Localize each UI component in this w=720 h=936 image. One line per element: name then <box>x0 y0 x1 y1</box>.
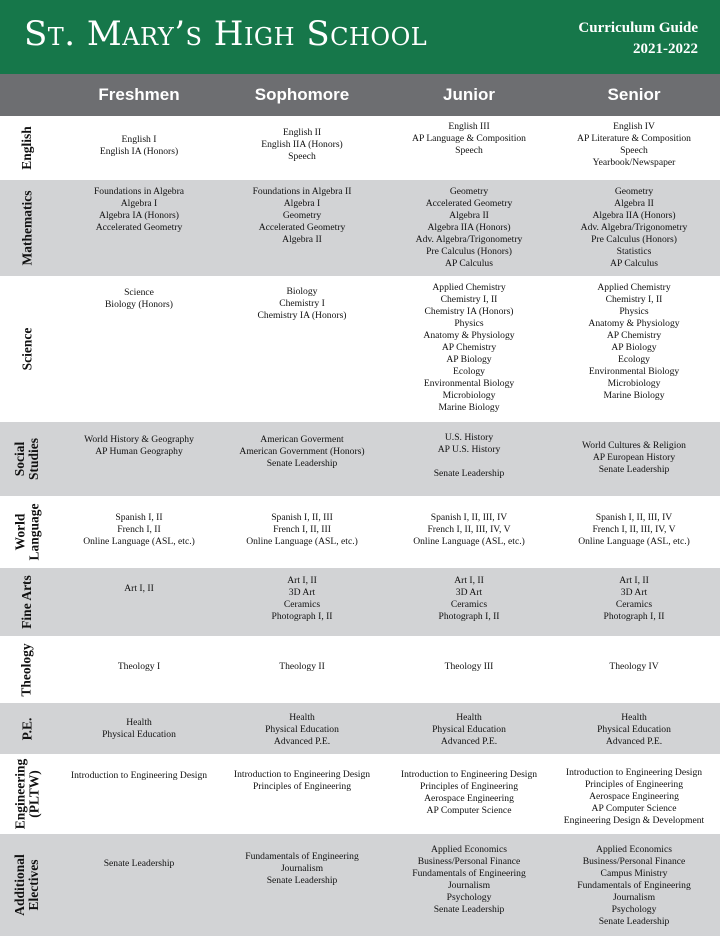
course-item: Accelerated Geometry <box>425 198 513 209</box>
course-item: World Cultures & Religion <box>582 440 686 451</box>
course-item: Senate Leadership <box>266 458 338 469</box>
course-item: 3D Art <box>455 587 483 598</box>
course-item: Health <box>456 712 482 723</box>
course-item: Adv. Algebra/Trigonometry <box>580 222 688 233</box>
course-item: Senate Leadership <box>266 875 338 886</box>
subject-label-text: English <box>19 126 34 170</box>
course-cell-freshmen <box>54 434 224 458</box>
course-item: Photograph I, II <box>271 611 333 622</box>
course-item: Foundations in Algebra II <box>252 186 352 197</box>
course-item: Spanish I, II, III, IV <box>595 512 673 523</box>
course-cell-freshmen <box>54 186 224 234</box>
course-cell-sophomore <box>219 769 385 793</box>
course-item: World History & Geography <box>84 434 194 445</box>
course-item: Pre Calculus (Honors) <box>426 246 512 257</box>
course-cell-junior <box>385 186 553 270</box>
course-item: AP Human Geography <box>95 446 183 457</box>
course-item: English I <box>121 134 157 145</box>
course-item: Introduction to Engineering Design <box>70 770 208 781</box>
course-item: Ceramics <box>615 599 653 610</box>
course-item: Physical Education <box>432 724 506 735</box>
course-item: Art I, II <box>287 575 317 586</box>
course-item: Journalism <box>612 892 656 903</box>
course-cell-junior <box>385 432 553 480</box>
course-item: Algebra II <box>614 198 654 209</box>
course-cell-senior <box>550 186 718 270</box>
course-item: Chemistry IA (Honors) <box>424 306 514 317</box>
subject-row <box>0 496 720 568</box>
course-item: French I, II, III, IV, V <box>427 524 511 535</box>
course-item: AP Calculus <box>445 258 493 269</box>
subject-label-text: Science <box>19 327 34 371</box>
subject-label-text: Mathematics <box>19 190 35 266</box>
course-item: Biology <box>286 286 318 297</box>
course-item: Marine Biology <box>438 402 500 413</box>
column-header-junior: Junior <box>443 85 495 104</box>
course-cell-junior <box>385 769 553 817</box>
course-item: AP Chemistry <box>606 330 662 341</box>
course-item: French I, II, III, IV, V <box>592 524 676 535</box>
course-item: Fundamentals of Engineering <box>412 868 526 879</box>
course-cell-senior <box>550 512 718 548</box>
course-cell-junior <box>385 661 553 673</box>
subject-row <box>0 754 720 834</box>
course-item: Physics <box>454 318 484 329</box>
course-cell-sophomore <box>219 186 385 246</box>
subject-label <box>0 568 54 636</box>
course-item: Algebra I <box>120 198 158 209</box>
course-cell-senior <box>550 661 718 673</box>
guide-title <box>578 18 698 60</box>
course-item: Online Language (ASL, etc.) <box>83 536 195 547</box>
course-cell-junior <box>385 282 553 414</box>
course-cell-senior <box>550 767 718 827</box>
subject-row <box>0 276 720 422</box>
course-item: Chemistry IA (Honors) <box>257 310 347 321</box>
course-item: Environmental Biology <box>423 378 515 389</box>
course-item: Algebra IA (Honors) <box>99 210 179 221</box>
course-cell-junior <box>385 575 553 623</box>
course-item: American Goverment <box>260 434 344 445</box>
column-header-senior: Senior <box>607 85 661 104</box>
course-item: Business/Personal Finance <box>417 856 521 867</box>
course-item: Health <box>126 717 152 728</box>
subject-label-text: P.E. <box>18 717 34 740</box>
course-item: Theology II <box>279 661 325 672</box>
course-cell-sophomore <box>219 286 385 322</box>
course-item: Algebra IIA (Honors) <box>592 210 676 221</box>
course-item: Anatomy & Physiology <box>588 318 680 329</box>
course-item: Speech <box>455 145 483 156</box>
course-item: U.S. History <box>444 432 494 443</box>
course-item: Applied Chemistry <box>597 282 671 293</box>
course-cell-freshmen <box>54 661 224 673</box>
course-cell-sophomore <box>219 661 385 673</box>
course-item: Foundations in Algebra <box>93 186 185 197</box>
course-item: Photograph I, II <box>438 611 500 622</box>
course-item: AP Chemistry <box>441 342 497 353</box>
course-item: Online Language (ASL, etc.) <box>413 536 525 547</box>
course-cell-freshmen <box>54 858 224 870</box>
course-item: Algebra IIA (Honors) <box>427 222 511 233</box>
column-header-freshmen: Freshmen <box>98 85 180 104</box>
column-header-bar <box>0 74 720 116</box>
subject-label <box>0 496 54 568</box>
course-item: Algebra II <box>449 210 489 221</box>
course-item: Geometry <box>614 186 654 197</box>
subject-label <box>0 636 54 703</box>
course-item: Algebra II <box>282 234 322 245</box>
page-header <box>0 0 720 74</box>
course-item: Introduction to Engineering Design <box>233 769 371 780</box>
course-item: English III <box>448 121 490 132</box>
course-item: Senate Leadership <box>598 464 670 475</box>
course-item: Advanced P.E. <box>273 736 331 747</box>
course-item: Physical Education <box>102 729 176 740</box>
course-item: Advanced P.E. <box>605 736 663 747</box>
course-item: Art I, II <box>619 575 649 586</box>
course-item: Biology (Honors) <box>105 299 173 310</box>
course-item: Spanish I, II, III <box>271 512 333 523</box>
course-item: English IIA (Honors) <box>261 139 343 150</box>
course-item: AP Literature & Composition <box>577 133 691 144</box>
subject-label <box>0 754 54 834</box>
subject-label-text: World Language <box>12 503 42 561</box>
course-item: Geometry <box>282 210 322 221</box>
course-item: 3D Art <box>288 587 316 598</box>
course-item: Theology I <box>117 661 161 672</box>
course-item: AP Biology <box>611 342 657 353</box>
course-item: Aerospace Engineering <box>424 793 514 804</box>
course-item: Accelerated Geometry <box>95 222 183 233</box>
subject-label-text: Fine Arts <box>19 575 34 629</box>
subject-row <box>0 568 720 636</box>
guide-line-1: Curriculum Guide <box>578 20 698 36</box>
course-item: AP European History <box>592 452 676 463</box>
subject-label-text: Social Studies <box>12 437 41 481</box>
course-item: Aerospace Engineering <box>589 791 679 802</box>
course-item: Art I, II <box>454 575 484 586</box>
course-item: English IA (Honors) <box>99 146 179 157</box>
subject-label-text: Engineering (PLTW) <box>12 758 42 830</box>
course-item: Speech <box>288 151 316 162</box>
course-item: Environmental Biology <box>588 366 680 377</box>
course-cell-sophomore <box>219 127 385 163</box>
course-item: Chemistry I, II <box>605 294 663 305</box>
course-item: Journalism <box>280 863 324 874</box>
course-item: Journalism <box>447 880 491 891</box>
course-item: Principles of Engineering <box>252 781 352 792</box>
course-item: AP U.S. History <box>437 444 501 455</box>
course-item: Engineering Design & Development <box>563 815 705 826</box>
course-item: Anatomy & Physiology <box>423 330 515 341</box>
course-cell-junior <box>385 121 553 157</box>
course-item: Senate Leadership <box>433 904 505 915</box>
guide-line-2: 2021-2022 <box>633 41 698 57</box>
subject-row <box>0 180 720 276</box>
course-cell-senior <box>550 575 718 623</box>
course-item: Introduction to Engineering Design <box>565 767 703 778</box>
course-item: Fundamentals of Engineering <box>577 880 691 891</box>
course-item: English II <box>282 127 322 138</box>
subject-row <box>0 636 720 703</box>
course-item: Adv. Algebra/Trigonometry <box>415 234 523 245</box>
subject-label-text: Theology <box>18 642 34 697</box>
subject-label <box>0 276 54 422</box>
course-item: Ecology <box>618 354 650 365</box>
course-item: Algebra I <box>283 198 321 209</box>
course-item: American Government (Honors) <box>239 446 365 457</box>
course-item: Microbiology <box>607 378 661 389</box>
subject-row <box>0 422 720 496</box>
course-item: Ceramics <box>450 599 488 610</box>
course-item: Online Language (ASL, etc.) <box>246 536 358 547</box>
course-item: Campus Ministry <box>600 868 668 879</box>
course-item: Spanish I, II, III, IV <box>430 512 508 523</box>
course-cell-freshmen <box>54 717 224 741</box>
course-item: Yearbook/Newspaper <box>592 157 676 168</box>
course-item: Senate Leadership <box>433 468 505 479</box>
course-item: Health <box>289 712 315 723</box>
course-item: Senate Leadership <box>103 858 175 869</box>
subject-label <box>0 180 54 276</box>
course-cell-sophomore <box>219 512 385 548</box>
course-item: French I, II <box>117 524 161 535</box>
course-item: Principles of Engineering <box>584 779 684 790</box>
subject-label <box>0 116 54 180</box>
course-cell-sophomore <box>219 712 385 748</box>
course-item: Accelerated Geometry <box>258 222 346 233</box>
course-cell-junior <box>385 512 553 548</box>
course-item: French I, II, III <box>273 524 331 535</box>
course-item: Speech <box>620 145 648 156</box>
course-cell-freshmen <box>54 583 224 595</box>
course-item: Advanced P.E. <box>440 736 498 747</box>
course-item: Art I, II <box>124 583 154 594</box>
course-item: Theology III <box>444 661 494 672</box>
course-cell-freshmen <box>54 134 224 158</box>
course-item: AP Language & Composition <box>412 133 526 144</box>
course-cell-freshmen <box>54 287 224 311</box>
course-item: Psychology <box>446 892 492 903</box>
course-item: Chemistry I, II <box>440 294 498 305</box>
course-cell-freshmen <box>54 512 224 548</box>
course-item: Physical Education <box>597 724 671 735</box>
course-item: Fundamentals of Engineering <box>245 851 359 862</box>
course-item: Ceramics <box>283 599 321 610</box>
subject-label <box>0 703 54 754</box>
column-header-sophomore: Sophomore <box>254 85 350 104</box>
course-item: Online Language (ASL, etc.) <box>578 536 690 547</box>
subject-row <box>0 834 720 936</box>
course-item: Applied Economics <box>431 844 507 855</box>
subject-label-text: Additional Electives <box>12 854 41 916</box>
course-item: AP Computer Science <box>426 805 512 816</box>
subject-row <box>0 703 720 754</box>
course-item: AP Computer Science <box>591 803 677 814</box>
course-item: Applied Economics <box>596 844 672 855</box>
course-cell-sophomore <box>219 575 385 623</box>
course-item: Spanish I, II <box>115 512 163 523</box>
course-item: Pre Calculus (Honors) <box>591 234 677 245</box>
course-item: Geometry <box>449 186 489 197</box>
course-item: English IV <box>613 121 655 132</box>
course-item: Psychology <box>611 904 657 915</box>
course-item: Introduction to Engineering Design <box>400 769 538 780</box>
subject-row <box>0 116 720 180</box>
course-item: Chemistry I <box>279 298 325 309</box>
course-item: Ecology <box>453 366 485 377</box>
course-item: Photograph I, II <box>603 611 665 622</box>
course-item: 3D Art <box>620 587 648 598</box>
course-cell-senior <box>550 282 718 402</box>
course-cell-senior <box>550 844 718 928</box>
course-item: Applied Chemistry <box>432 282 506 293</box>
course-item: Health <box>621 712 647 723</box>
course-cell-junior <box>385 844 553 916</box>
course-cell-junior <box>385 712 553 748</box>
course-cell-senior <box>550 121 718 169</box>
course-cell-sophomore <box>219 434 385 470</box>
course-item: Physics <box>619 306 649 317</box>
course-item: Principles of Engineering <box>419 781 519 792</box>
course-item: Statistics <box>616 246 652 257</box>
course-item: Business/Personal Finance <box>582 856 686 867</box>
course-item: Science <box>124 287 154 298</box>
course-item: Senate Leadership <box>598 916 670 927</box>
school-title: St. Mary’s High School <box>24 14 428 54</box>
course-item: Physical Education <box>265 724 339 735</box>
subject-label <box>0 422 54 496</box>
course-item: Microbiology <box>442 390 496 401</box>
course-cell-freshmen <box>54 770 224 782</box>
course-cell-sophomore <box>219 851 385 887</box>
subject-label <box>0 834 54 936</box>
course-item <box>385 456 553 468</box>
course-item: Theology IV <box>609 661 659 672</box>
course-cell-senior <box>550 712 718 748</box>
course-cell-senior <box>550 440 718 476</box>
course-item: AP Biology <box>446 354 492 365</box>
course-item: Marine Biology <box>603 390 665 401</box>
course-item: AP Calculus <box>610 258 658 269</box>
